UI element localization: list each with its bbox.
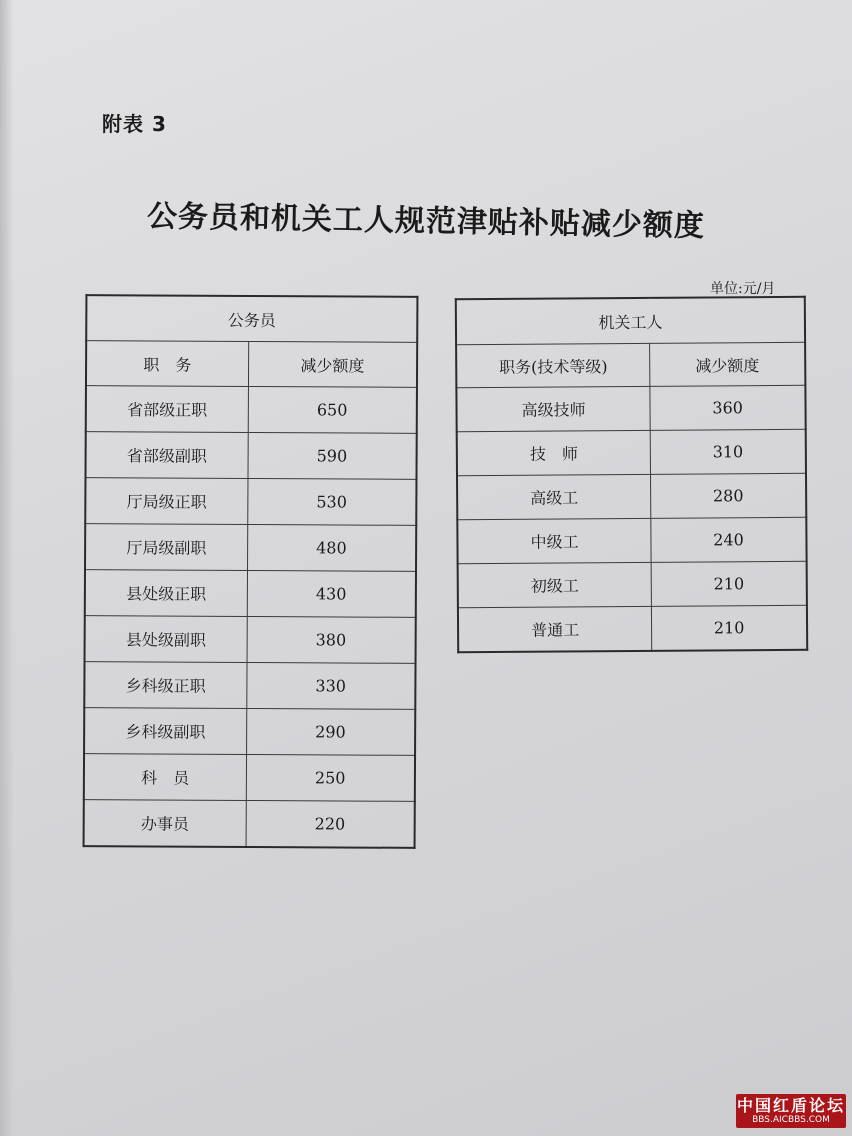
appendix-label: 附表 3 <box>102 112 167 136</box>
amount-cell: 430 <box>247 570 416 617</box>
position-cell: 技 师 <box>457 430 651 475</box>
position-cell: 省部级副职 <box>85 432 247 479</box>
table-row <box>84 662 415 710</box>
position-cell: 厅局级正职 <box>85 478 247 525</box>
position-cell: 县处级副职 <box>85 616 247 663</box>
table-group-header-row <box>456 297 805 345</box>
column-header-amount: 减少额度 <box>248 341 417 387</box>
position-cell: 县处级正职 <box>85 570 247 617</box>
table-row <box>85 570 416 618</box>
position-cell: 乡科级副职 <box>84 708 246 755</box>
amount-cell: 220 <box>246 800 415 847</box>
amount-cell: 290 <box>246 708 415 755</box>
table-row <box>85 478 416 526</box>
civil-servants-header: 公务员 <box>86 295 417 342</box>
document-title: 公务员和机关工人规范津贴补贴减少额度 <box>146 199 706 244</box>
position-cell: 高级技师 <box>456 386 650 431</box>
position-cell: 普通工 <box>458 606 652 652</box>
table-group-header-row <box>86 295 417 342</box>
amount-cell: 530 <box>247 478 416 525</box>
table-column-header-row <box>456 342 805 387</box>
amount-cell: 590 <box>248 432 417 479</box>
table-row <box>456 385 805 431</box>
table-row <box>458 605 807 652</box>
amount-cell: 210 <box>652 605 808 651</box>
watermark-url-text: BBS.AICBBS.COM <box>752 1115 830 1125</box>
position-cell: 高级工 <box>457 474 651 519</box>
amount-cell: 280 <box>651 473 807 518</box>
government-workers-header: 机关工人 <box>456 297 805 345</box>
table-column-header-row <box>86 341 417 388</box>
position-cell: 办事员 <box>84 800 246 847</box>
position-cell: 初级工 <box>458 562 652 607</box>
position-cell: 乡科级正职 <box>84 662 246 709</box>
amount-cell: 330 <box>246 662 415 709</box>
table-row <box>84 800 415 848</box>
column-header-amount: 减少额度 <box>650 342 806 386</box>
table-row <box>85 432 416 480</box>
amount-cell: 480 <box>247 524 416 571</box>
forum-watermark-logo <box>736 1094 846 1128</box>
government-workers-table <box>455 296 808 653</box>
unit-note: 单位:元/月 <box>710 281 776 297</box>
amount-cell: 360 <box>650 385 806 430</box>
table-row <box>458 561 807 607</box>
column-header-position: 职 务 <box>86 341 248 387</box>
table-row <box>85 524 416 572</box>
column-header-position: 职务(技术等级) <box>456 343 650 387</box>
table-row <box>457 473 806 519</box>
amount-cell: 210 <box>651 561 807 606</box>
table-row <box>457 517 806 563</box>
table-row <box>84 708 415 756</box>
page-edge-shadow <box>0 0 14 1136</box>
civil-servants-table <box>83 294 419 849</box>
position-cell: 省部级正职 <box>86 386 248 433</box>
table-row <box>86 386 417 434</box>
amount-cell: 650 <box>248 386 417 433</box>
amount-cell: 250 <box>246 754 415 801</box>
amount-cell: 240 <box>651 517 807 562</box>
position-cell: 科 员 <box>84 754 246 801</box>
table-row <box>457 429 806 475</box>
table-row <box>84 754 415 802</box>
watermark-main-text: 中国红盾论坛 <box>736 1096 845 1115</box>
position-cell: 厅局级副职 <box>85 524 247 571</box>
amount-cell: 380 <box>247 616 416 663</box>
amount-cell: 310 <box>650 429 806 474</box>
table-row <box>85 616 416 664</box>
position-cell: 中级工 <box>457 518 651 563</box>
